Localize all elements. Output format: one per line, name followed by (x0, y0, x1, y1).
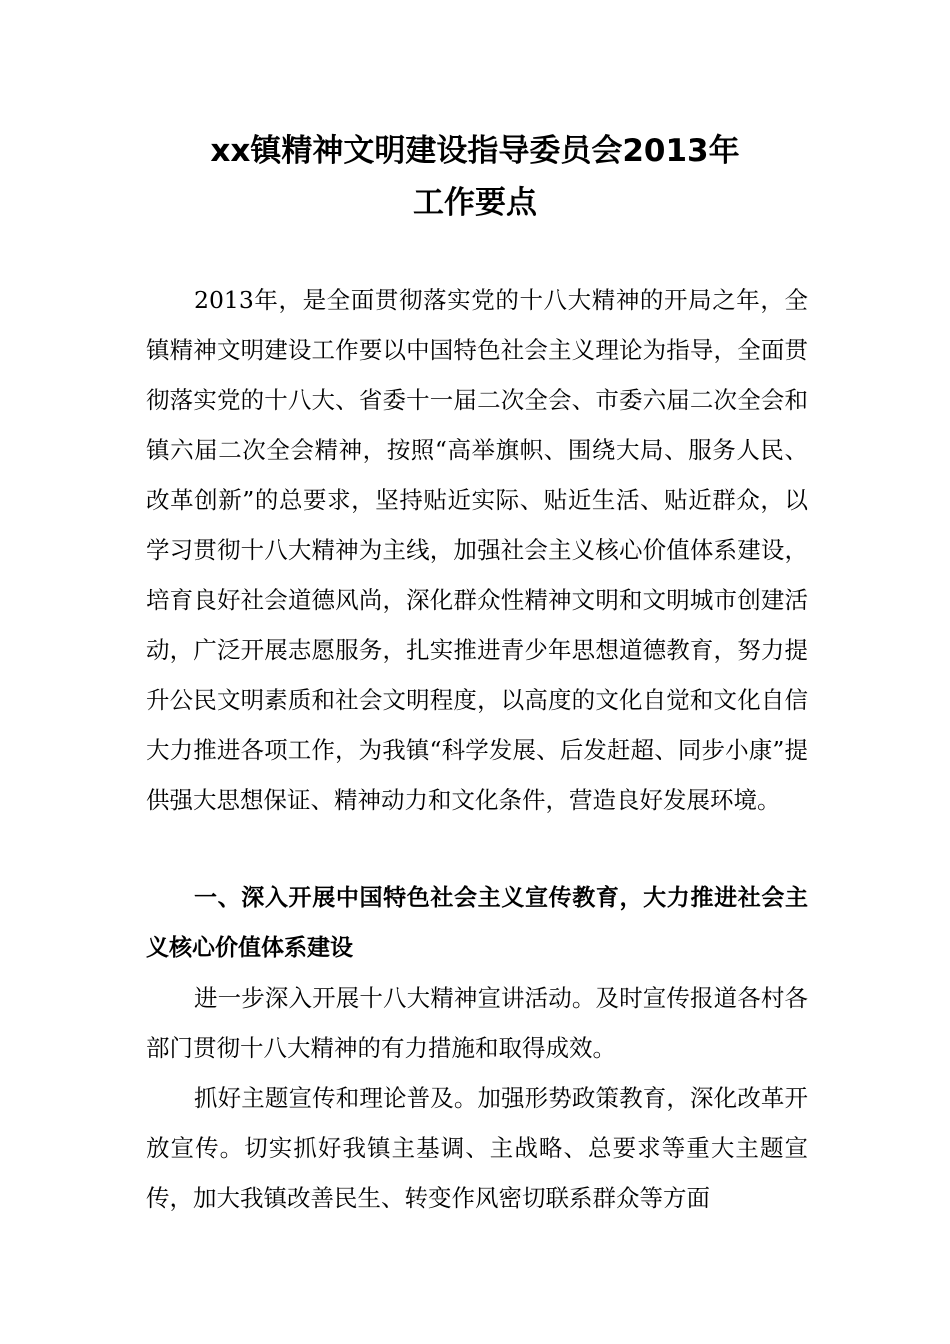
document-title-line-2: 工作要点 (413, 185, 537, 221)
section-heading-1: 一、深入开展中国特色社会主义宣传教育，大力推进社会主义核心价值体系建设 (146, 885, 808, 961)
section-1-paragraph-1: 进一步深入开展十八大精神宣讲活动。及时宣传报道各村各部门贯彻十八大精神的有力措施和取得成效。 (146, 984, 808, 1062)
section-1-paragraph-2: 抓好主题宣传和理论普及。加强形势政策教育，深化改革开放宣传。切实抓好我镇主基调、主战略、总要求等重大主题宣传，加大我镇改善民生、转变作风密切联系群众等方面 (146, 1084, 808, 1212)
intro-paragraph: 2013年，是全面贯彻落实党的十八大精神的开局之年，全镇精神文明建设工作要以中国特色社会主义理论为指导，全面贯彻落实党的十八大、省委十一届二次全会、市委六届二次全会和镇六届二次全会精神，按照“高举旗帜、围绕大局、服务人民、改革创新”的总要求，坚持贴近实际、贴近生活、贴近群众，以学习贯彻十八大精神为主线，加强社会主义核心价值体系建设，培育良好社会道德风尚，深化群众性精神文明和文明城市创建活动，广泛开展志愿服务，扎实推进青少年思想道德教育，努力提升公民文明素质和社会文明程度，以高度的文化自觉和文化自信大力推进各项工作，为我镇“科学发展、后发赶超、同步小康”提供强大思想保证、精神动力和文化条件，营造良好发展环境。 (146, 286, 808, 814)
document-title-line-1: xx镇精神文明建设指导委员会2013年 (210, 133, 740, 169)
